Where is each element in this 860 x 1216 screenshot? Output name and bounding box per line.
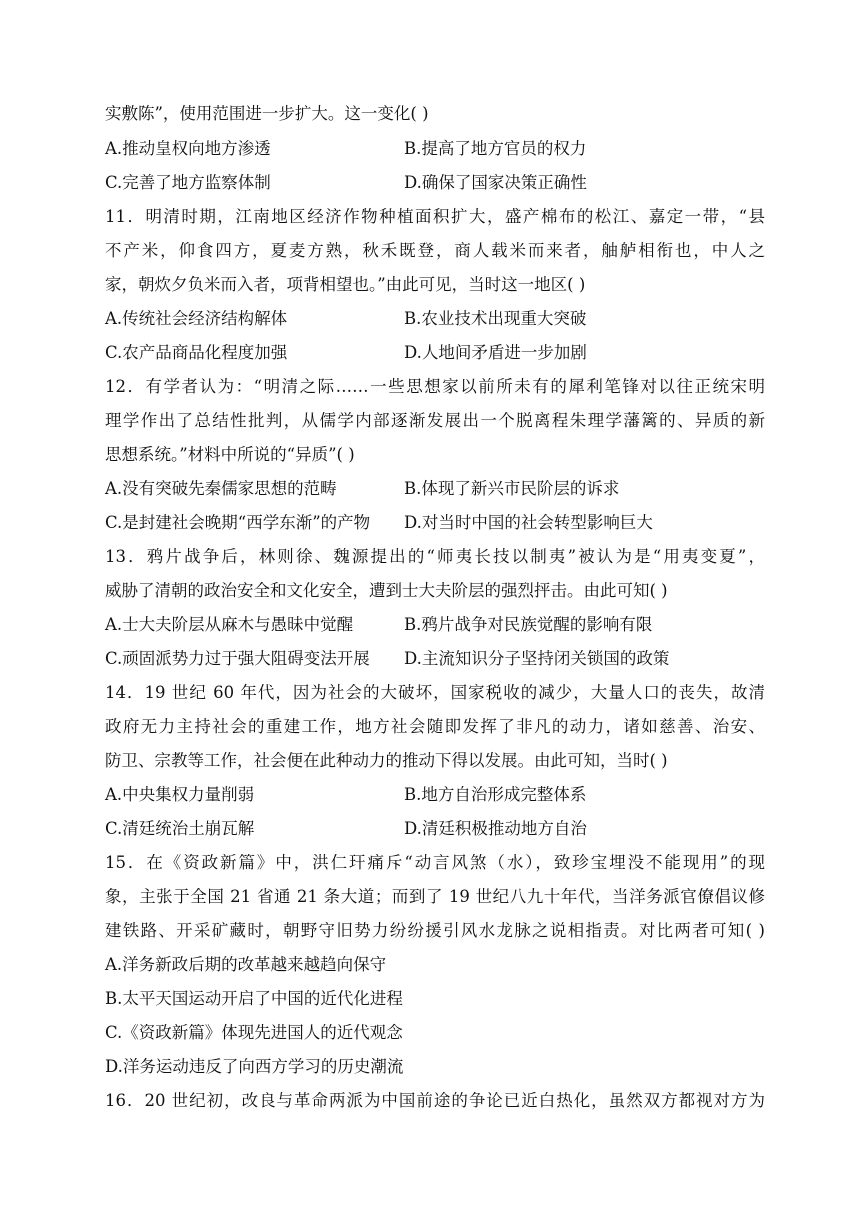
q15-stem-line: 建铁路、开采矿藏时，朝野守旧势力纷纷援引风水龙脉之说相指责。对比两者可知( ) [105, 921, 765, 940]
q11-stem-line: 家，朝炊夕负米而入者，项背相望也。”由此可见，当时这一地区( ) [105, 275, 586, 294]
q13-option-d: D.主流知识分子坚持闭关锁国的政策 [404, 649, 670, 668]
q15-stem-line: 15．在《资政新篇》中，洪仁玕痛斥“动言风煞（水），致珍宝埋没不能现用”的现 [105, 853, 765, 872]
q10-stem-line: 实敷陈”，使用范围进一步扩大。这一变化( ) [105, 104, 429, 123]
q14-stem-line: 14．19 世纪 60 年代，因为社会的大破坏，国家税收的减少，大量人口的丧失，故清 [105, 683, 765, 702]
q13-option-b: B.鸦片战争对民族觉醒的影响有限 [404, 615, 653, 634]
q11-option-c: C.农产品商品化程度加强 [105, 343, 288, 362]
q12-option-c: C.是封建社会晚期“西学东渐”的产物 [105, 513, 371, 532]
q10-option-d: D.确保了国家决策正确性 [404, 173, 587, 192]
q15-option-b: B.太平天国运动开启了中国的近代化进程 [105, 989, 403, 1008]
q12-stem-line: 思想系统。”材料中所说的“异质”( ) [105, 445, 355, 464]
q12-option-b: B.体现了新兴市民阶层的诉求 [404, 479, 620, 498]
q11-option-a: A.传统社会经济结构解体 [105, 309, 288, 328]
q10-option-b: B.提高了地方官员的权力 [404, 139, 587, 158]
q11-option-b: B.农业技术出现重大突破 [404, 309, 587, 328]
q14-option-b: B.地方自治形成完整体系 [404, 785, 587, 804]
q11-stem-line: 11．明清时期，江南地区经济作物种植面积扩大，盛产棉布的松江、嘉定一带，“县 [105, 207, 765, 226]
q11-stem-line: 不产米，仰食四方，夏麦方熟，秋禾既登，商人载米而来者，舳舻相衔也，中人之 [105, 241, 765, 260]
q10-option-a: A.推动皇权向地方渗透 [105, 139, 271, 158]
q15-option-a: A.洋务新政后期的改革越来越趋向保守 [105, 955, 387, 974]
q12-stem-line: 12．有学者认为：“明清之际……一些思想家以前所未有的犀利笔锋对以往正统宋明 [105, 377, 765, 396]
q13-stem-line: 13．鸦片战争后，林则徐、魏源提出的“师夷长技以制夷”被认为是“用夷变夏”， [105, 547, 765, 566]
q10-option-c: C.完善了地方监察体制 [105, 173, 271, 192]
q15-stem-line: 象，主张于全国 21 省通 21 条大道；而到了 19 世纪八九十年代，当洋务派官僚倡议修 [105, 887, 765, 906]
q14-option-d: D.清廷积极推动地方自治 [404, 819, 587, 838]
q15-option-d: D.洋务运动违反了向西方学习的历史潮流 [105, 1057, 404, 1076]
q13-option-a: A.士大夫阶层从麻木与愚昧中觉醒 [105, 615, 354, 634]
q15-option-c: C.《资政新篇》体现先进国人的近代观念 [105, 1023, 403, 1042]
q14-option-c: C.清廷统治土崩瓦解 [105, 819, 255, 838]
q14-stem-line: 政府无力主持社会的重建工作，地方社会随即发挥了非凡的动力，诸如慈善、治安、 [105, 717, 765, 736]
q14-option-a: A.中央集权力量削弱 [105, 785, 255, 804]
q14-stem-line: 防卫、宗教等工作，社会便在此种动力的推动下得以发展。由此可知，当时( ) [105, 751, 668, 770]
q12-option-a: A.没有突破先秦儒家思想的范畴 [105, 479, 337, 498]
q16-stem-line: 16．20 世纪初，改良与革命两派为中国前途的争论已近白热化，虽然双方都视对方为 [105, 1091, 765, 1110]
q11-option-d: D.人地间矛盾进一步加剧 [404, 343, 587, 362]
q13-stem-line: 威胁了清朝的政治安全和文化安全，遭到士大夫阶层的强烈抨击。由此可知( ) [105, 581, 668, 600]
q13-option-c: C.顽固派势力过于强大阻碍变法开展 [105, 649, 370, 668]
q12-option-d: D.对当时中国的社会转型影响巨大 [404, 513, 653, 532]
q12-stem-line: 理学作出了总结性批判，从儒学内部逐渐发展出一个脱离程朱理学藩篱的、异质的新 [105, 411, 765, 430]
